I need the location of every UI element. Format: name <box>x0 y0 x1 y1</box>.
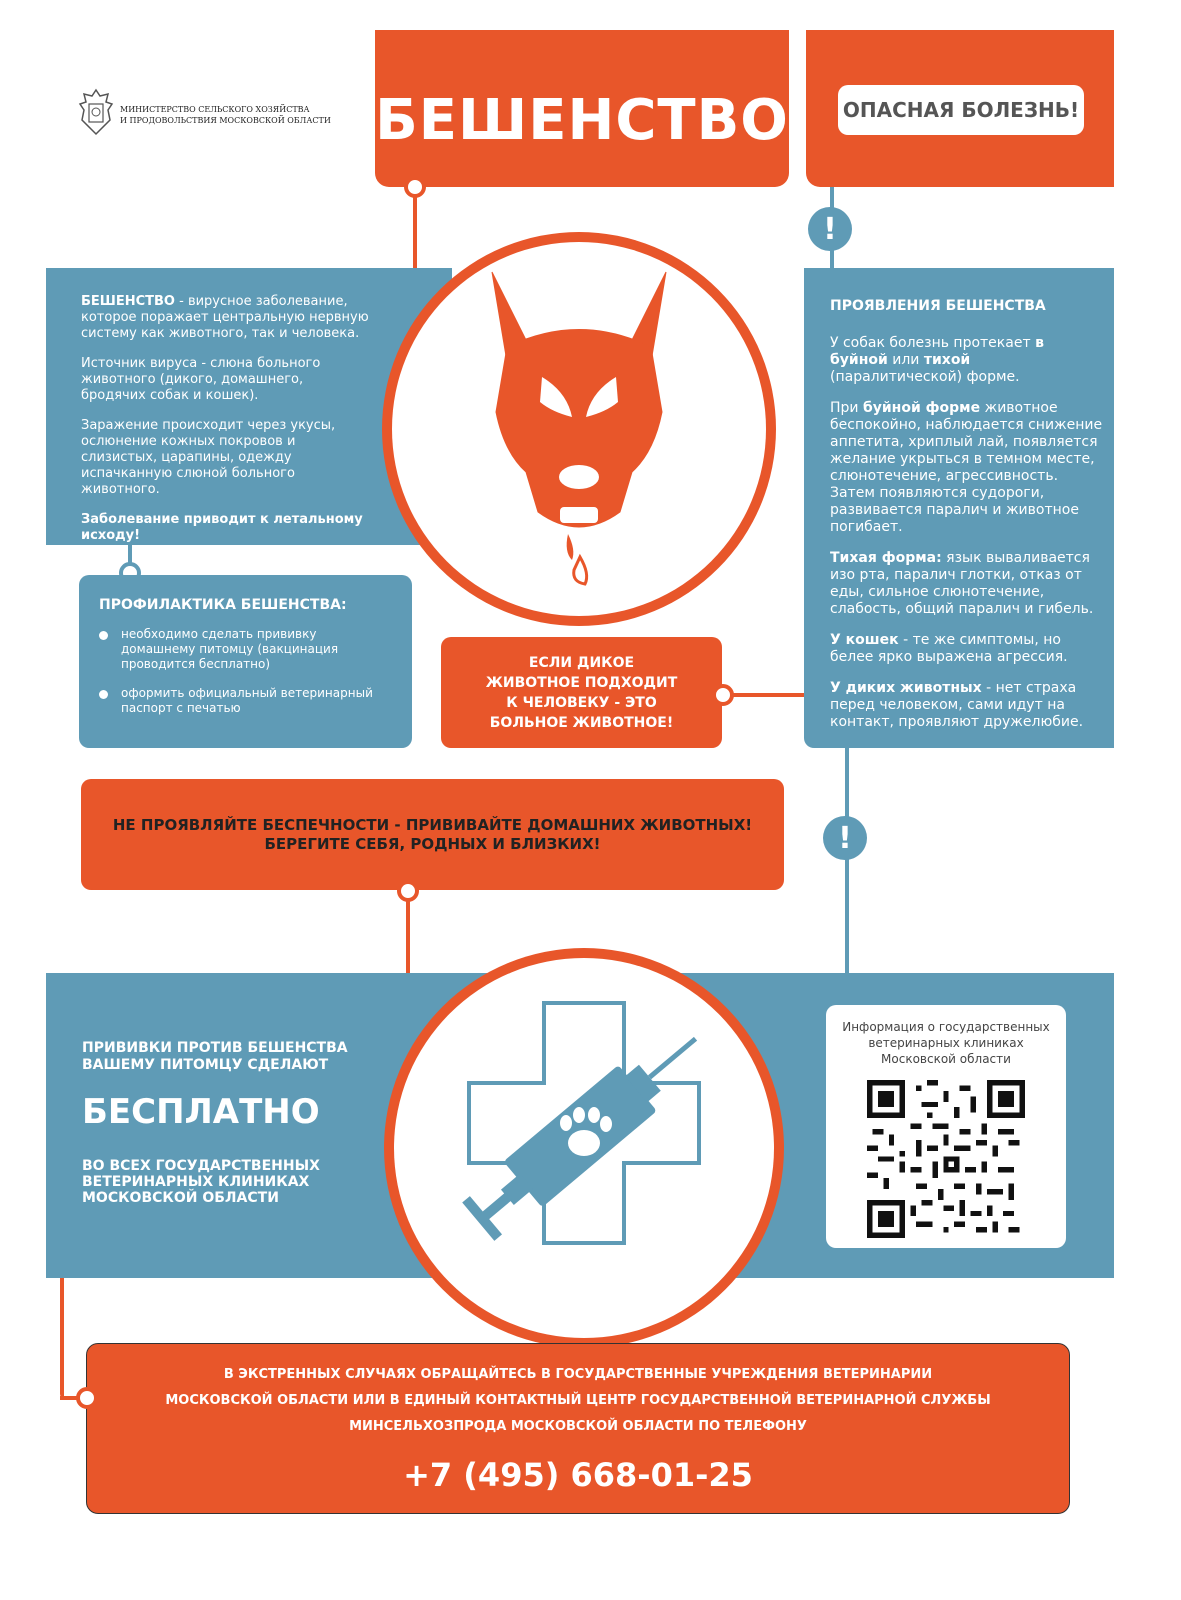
symptoms-title: ПРОЯВЛЕНИЯ БЕШЕНСТВА <box>830 298 1046 314</box>
emergency-text: В ЭКСТРЕННЫХ СЛУЧАЯХ ОБРАЩАЙТЕСЬ В ГОСУДАРСТВЕННЫЕ УЧРЕЖДЕНИЯ ВЕТЕРИНАРИИ МОСКОВСКОЙ ОБЛАСТИ ИЛИ В ЕДИНЫЙ КОНТАКТНЫЙ ЦЕНТР ГОСУДАРСТВЕННОЙ ВЕТЕРИНАРНОЙ СЛУЖБЫ МИНСЕЛЬХОЗПРОДА МОСКОВСКОЙ ОБЛАСТИ ПО ТЕЛЕФОНУ <box>165 1367 991 1434</box>
symptoms-quiet: Тихая форма: язык вываливается изо рта, паралич глотки, отказ от еды, сильное слюнотечение, слабость, общий паралич и гибель. <box>830 550 1094 617</box>
coat-of-arms-icon <box>78 88 114 138</box>
prevention-item: оформить официальный ветеринарный паспорт с печатью <box>99 686 392 716</box>
ministry-logo <box>78 88 338 138</box>
connector-line <box>60 1278 64 1398</box>
symptoms-cats: У кошек - те же симптомы, но белее ярко выражена агрессия. <box>830 632 1068 665</box>
intro-outcome: Заболевание приводит к летальному исходу! <box>81 512 363 543</box>
free-label: БЕСПЛАТНО <box>82 1092 320 1132</box>
qr-caption: Информация о государственных ветеринарных клиниках Московской области <box>842 1020 1050 1066</box>
page-title: БЕШЕНСТВО <box>375 88 789 153</box>
angry-dog-icon <box>392 242 766 616</box>
symptoms-forms: У собак болезнь протекает в буйной или тихой (паралитической) форме. <box>830 335 1044 385</box>
vaccination-info: ПРИВИВКИ ПРОТИВ БЕШЕНСТВА ВАШЕМУ ПИТОМЦУ СДЕЛАЮТ БЕСПЛАТНО ВО ВСЕХ ГОСУДАРСТВЕННЫХ ВЕТЕРИНАРНЫХ КЛИНИКАХ МОСКОВСКОЙ ОБЛАСТИ <box>82 1040 382 1206</box>
vaccine-emblem <box>384 948 784 1348</box>
prevention-item: необходимо сделать прививку домашнему питомцу (вакцинация проводится бесплатно) <box>99 627 392 672</box>
wild-animal-warning: ЕСЛИ ДИКОЕ ЖИВОТНОЕ ПОДХОДИТ К ЧЕЛОВЕКУ - ЭТО БОЛЬНОЕ ЖИВОТНОЕ! <box>441 637 722 748</box>
emergency-panel <box>86 1343 1070 1514</box>
bullet-icon <box>99 690 108 699</box>
intro-source: Источник вируса - слюна больного животного (дикого, домашнего, бродячих собак и кошек). <box>81 356 321 403</box>
connector-dot <box>76 1387 98 1409</box>
connector-line <box>845 748 849 973</box>
symptoms-violent: При буйной форме животное беспокойно, наблюдается снижение аппетита, хриплый лай, появляется желание укрыться в темном месте, слюнотечение, агрессивность. Затем появляются судороги, развивается паралич и животное погибает. <box>830 400 1103 535</box>
connector-dot <box>712 684 734 706</box>
title-banner <box>375 30 789 187</box>
qr-card <box>826 1005 1066 1248</box>
slogan-banner: НЕ ПРОЯВЛЯЙТЕ БЕСПЕЧНОСТИ - ПРИВИВАЙТЕ ДОМАШНИХ ЖИВОТНЫХ! БЕРЕГИТЕ СЕБЯ, РОДНЫХ И БЛИЗКИХ! <box>81 779 784 890</box>
ministry-name: МИНИСТЕРСТВО СЕЛЬСКОГО ХОЗЯЙСТВА И ПРОДОВОЛЬСТВИЯ МОСКОВСКОЙ ОБЛАСТИ <box>120 105 331 125</box>
symptoms-panel <box>804 268 1114 748</box>
prevention-panel <box>79 575 412 748</box>
danger-badge: ОПАСНАЯ БОЛЕЗНЬ! <box>838 85 1084 135</box>
connector-dot <box>404 176 426 198</box>
exclamation-icon: ! <box>808 207 852 251</box>
syringe-icon <box>394 958 774 1338</box>
dog-emblem <box>382 232 776 626</box>
qr-code-icon[interactable] <box>867 1080 1025 1238</box>
phone-number[interactable]: +7 (495) 668-01-25 <box>403 1456 753 1494</box>
intro-infection: Заражение происходит через укусы, ослюнение кожных покровов и слизистых, царапины, одежду испачканную слюной больного животного. <box>81 418 336 497</box>
prevention-title: ПРОФИЛАКТИКА БЕШЕНСТВА: <box>99 597 347 613</box>
bullet-icon <box>99 631 108 640</box>
exclamation-icon: ! <box>823 816 867 860</box>
danger-panel <box>806 30 1114 187</box>
intro-definition: БЕШЕНСТВО - вирусное заболевание, которое поражает центральную нервную систему как животного, так и человека. <box>81 294 369 341</box>
connector-dot <box>397 880 419 902</box>
connector-line <box>722 693 807 697</box>
symptoms-wild: У диких животных - нет страха перед человеком, сами идут на контакт, проявляют дружелюбие. <box>830 680 1084 730</box>
